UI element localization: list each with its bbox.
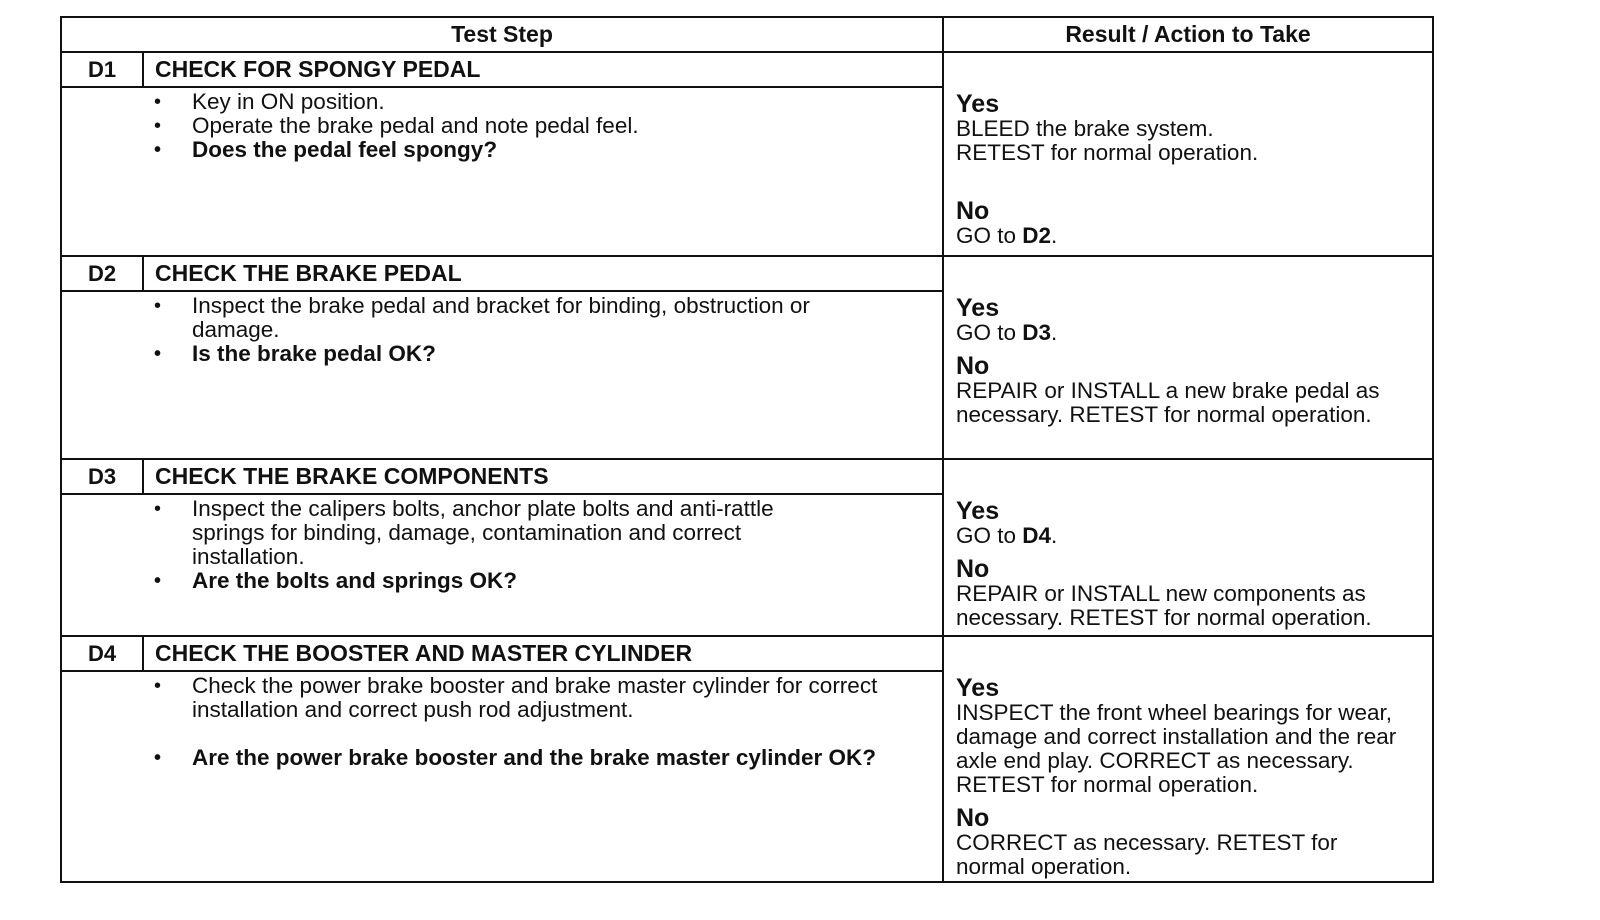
step-d2 xyxy=(62,255,1432,458)
yes-action: INSPECT the front wheel bearings for wear, damage and correct installation and the rear axle end play. CORRECT as necessary. RETEST for normal operation. xyxy=(956,700,1397,797)
result-yes xyxy=(956,675,1431,797)
instruction-item: • Key in ON position. xyxy=(154,90,914,114)
no-label: No xyxy=(956,352,990,380)
test-step-cell xyxy=(62,53,944,255)
result-no xyxy=(956,556,1426,630)
result-no xyxy=(956,198,1426,248)
result-no xyxy=(956,805,1396,879)
instruction-question: • Is the brake pedal OK? xyxy=(154,342,874,366)
instruction-item: • Inspect the brake pedal and bracket for binding, obstruction or damage. xyxy=(154,294,874,342)
yes-label: Yes xyxy=(956,90,1000,118)
no-action: GO to D2. xyxy=(956,223,1058,248)
result-yes xyxy=(956,498,1426,548)
yes-label: Yes xyxy=(956,294,1000,322)
step-instructions xyxy=(154,294,874,366)
no-action: REPAIR or INSTALL a new brake pedal as necessary. RETEST for normal operation. xyxy=(956,378,1380,427)
no-label: No xyxy=(956,804,990,832)
header-test-step: Test Step xyxy=(62,18,944,51)
step-id: D2 xyxy=(62,257,144,290)
instruction-item: • Inspect the calipers bolts, anchor plate bolts and anti-rattle springs for binding, damage, contamination and correct installation. xyxy=(154,497,834,569)
step-title: CHECK FOR SPONGY PEDAL xyxy=(155,56,481,82)
step-instructions xyxy=(154,497,834,593)
result-yes xyxy=(956,295,1426,345)
result-cell xyxy=(944,257,1432,458)
yes-action: GO to D4. xyxy=(956,523,1058,548)
header-result-action: Result / Action to Take xyxy=(1065,21,1311,47)
step-title: CHECK THE BOOSTER AND MASTER CYLINDER xyxy=(155,640,693,666)
step-id: D1 xyxy=(62,53,144,86)
yes-label: Yes xyxy=(956,497,1000,525)
step-title-bar xyxy=(62,257,942,292)
step-instructions xyxy=(154,90,914,162)
result-cell xyxy=(944,460,1432,635)
test-step-cell xyxy=(62,637,944,883)
test-step-cell xyxy=(62,257,944,458)
step-id: D3 xyxy=(62,460,144,493)
yes-label: Yes xyxy=(956,674,1000,702)
result-yes xyxy=(956,91,1426,165)
step-id: D4 xyxy=(62,637,144,670)
step-instructions xyxy=(154,674,894,770)
step-d3 xyxy=(62,458,1432,635)
step-title-bar xyxy=(62,637,942,672)
instruction-item: • Operate the brake pedal and note pedal feel. xyxy=(154,114,914,138)
step-title-bar xyxy=(62,53,942,88)
instruction-question: • Are the bolts and springs OK? xyxy=(154,569,834,593)
step-reference: D4 xyxy=(1022,523,1052,548)
yes-action: BLEED the brake system. RETEST for normal operation. xyxy=(956,116,1259,165)
instruction-item: • Check the power brake booster and brake master cylinder for correct installation and correct push rod adjustment. xyxy=(154,674,894,722)
result-cell xyxy=(944,637,1432,883)
no-action: REPAIR or INSTALL new components as necessary. RETEST for normal operation. xyxy=(956,581,1372,630)
step-title: CHECK THE BRAKE PEDAL xyxy=(155,260,462,286)
step-title-bar xyxy=(62,460,942,495)
test-step-cell xyxy=(62,460,944,635)
result-cell xyxy=(944,53,1432,255)
no-label: No xyxy=(956,197,990,225)
no-label: No xyxy=(956,555,990,583)
instruction-question: • Does the pedal feel spongy? xyxy=(154,138,914,162)
step-title: CHECK THE BRAKE COMPONENTS xyxy=(155,463,549,489)
instruction-question: • Are the power brake booster and the brake master cylinder OK? xyxy=(154,746,894,770)
table-header xyxy=(62,18,1432,53)
result-no xyxy=(956,353,1416,427)
step-reference: D3 xyxy=(1022,320,1052,345)
step-d1 xyxy=(62,53,1432,255)
diagnostic-table xyxy=(60,16,1434,883)
step-d4 xyxy=(62,635,1432,883)
yes-action: GO to D3. xyxy=(956,320,1058,345)
no-action: CORRECT as necessary. RETEST for normal operation. xyxy=(956,830,1338,879)
step-reference: D2 xyxy=(1022,223,1052,248)
